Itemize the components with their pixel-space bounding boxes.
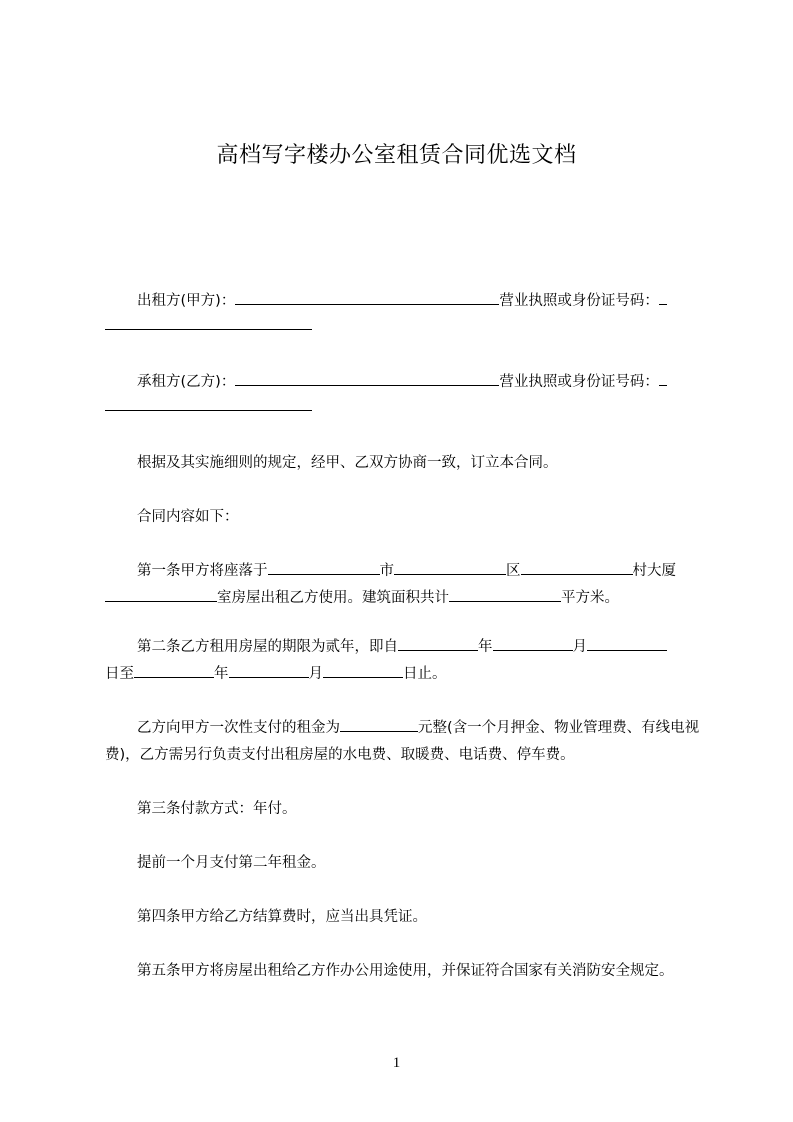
start-day-blank (587, 636, 667, 651)
end-year-unit: 年 (214, 666, 229, 682)
start-year-unit: 年 (478, 639, 493, 655)
rent-amount-blank (340, 717, 418, 732)
advance-payment-paragraph: 提前一个月支付第二年租金。 (137, 855, 326, 871)
end-month-unit: 月 (308, 666, 323, 682)
article-3-paragraph: 第三条付款方式：年付。 (137, 801, 297, 817)
article-1-area-unit: 平方米。 (561, 590, 619, 606)
article-1-text: 第一条甲方将座落于 (137, 563, 268, 579)
room-blank (105, 587, 217, 602)
rent-paragraph (105, 715, 702, 769)
intro-paragraph: 根据及其实施细则的规定，经甲、乙双方协商一致，订立本合同。 (137, 455, 558, 471)
lessor-id-blank (105, 315, 312, 330)
article-2-text: 第二条乙方租用房屋的期限为贰年，即自 (137, 639, 398, 655)
start-month-unit: 月 (572, 639, 587, 655)
end-day-blank (323, 663, 403, 678)
article-1-city-unit: 市 (379, 563, 394, 579)
article-5-paragraph: 第五条甲方将房屋出租给乙方作办公用途使用，并保证符合国家有关消防安全规定。 (137, 963, 674, 979)
start-year-blank (398, 636, 478, 651)
page-number: 1 (392, 1055, 401, 1071)
article-1-district-unit: 区 (506, 563, 521, 579)
area-blank (449, 587, 561, 602)
village-blank (521, 560, 633, 575)
document-title: 高档写字楼办公室租赁合同优选文档 (216, 143, 577, 168)
article-1-area-text: 室房屋出租乙方使用。建筑面积共计 (217, 590, 449, 606)
article-2-paragraph (105, 634, 702, 688)
lessee-id-blank (105, 396, 312, 411)
lessor-paragraph (105, 288, 702, 330)
lessee-name-blank (235, 371, 499, 386)
rent-details: 元整(含一个月押金、物业管理费、有线电视费)，乙方需另行负责支付出租房屋的水电费、取暖费、电话费、停车费。 (105, 720, 700, 763)
end-day-unit: 日止。 (403, 666, 447, 682)
start-day-unit: 日至 (105, 666, 134, 682)
rent-text: 乙方向甲方一次性支付的租金为 (137, 720, 340, 736)
article-1-building-unit: 村大厦 (632, 563, 676, 579)
end-year-blank (134, 663, 214, 678)
lessee-paragraph (105, 369, 702, 411)
lessee-label: 承租方(乙方)： (137, 374, 236, 390)
district-blank (394, 560, 506, 575)
lessor-id-label: 营业执照或身份证号码： (499, 293, 659, 309)
city-blank (268, 560, 380, 575)
lessee-id-label: 营业执照或身份证号码： (499, 374, 659, 390)
lessor-id-blank-start (659, 290, 667, 305)
end-month-blank (229, 663, 309, 678)
start-month-blank (493, 636, 573, 651)
content-heading: 合同内容如下： (137, 509, 239, 525)
article-1-paragraph (105, 558, 702, 612)
article-4-paragraph: 第四条甲方给乙方结算费时，应当出具凭证。 (137, 909, 427, 925)
lessee-id-blank-start (659, 371, 667, 386)
lessor-name-blank (235, 290, 499, 305)
lessor-label: 出租方(甲方)： (137, 293, 236, 309)
